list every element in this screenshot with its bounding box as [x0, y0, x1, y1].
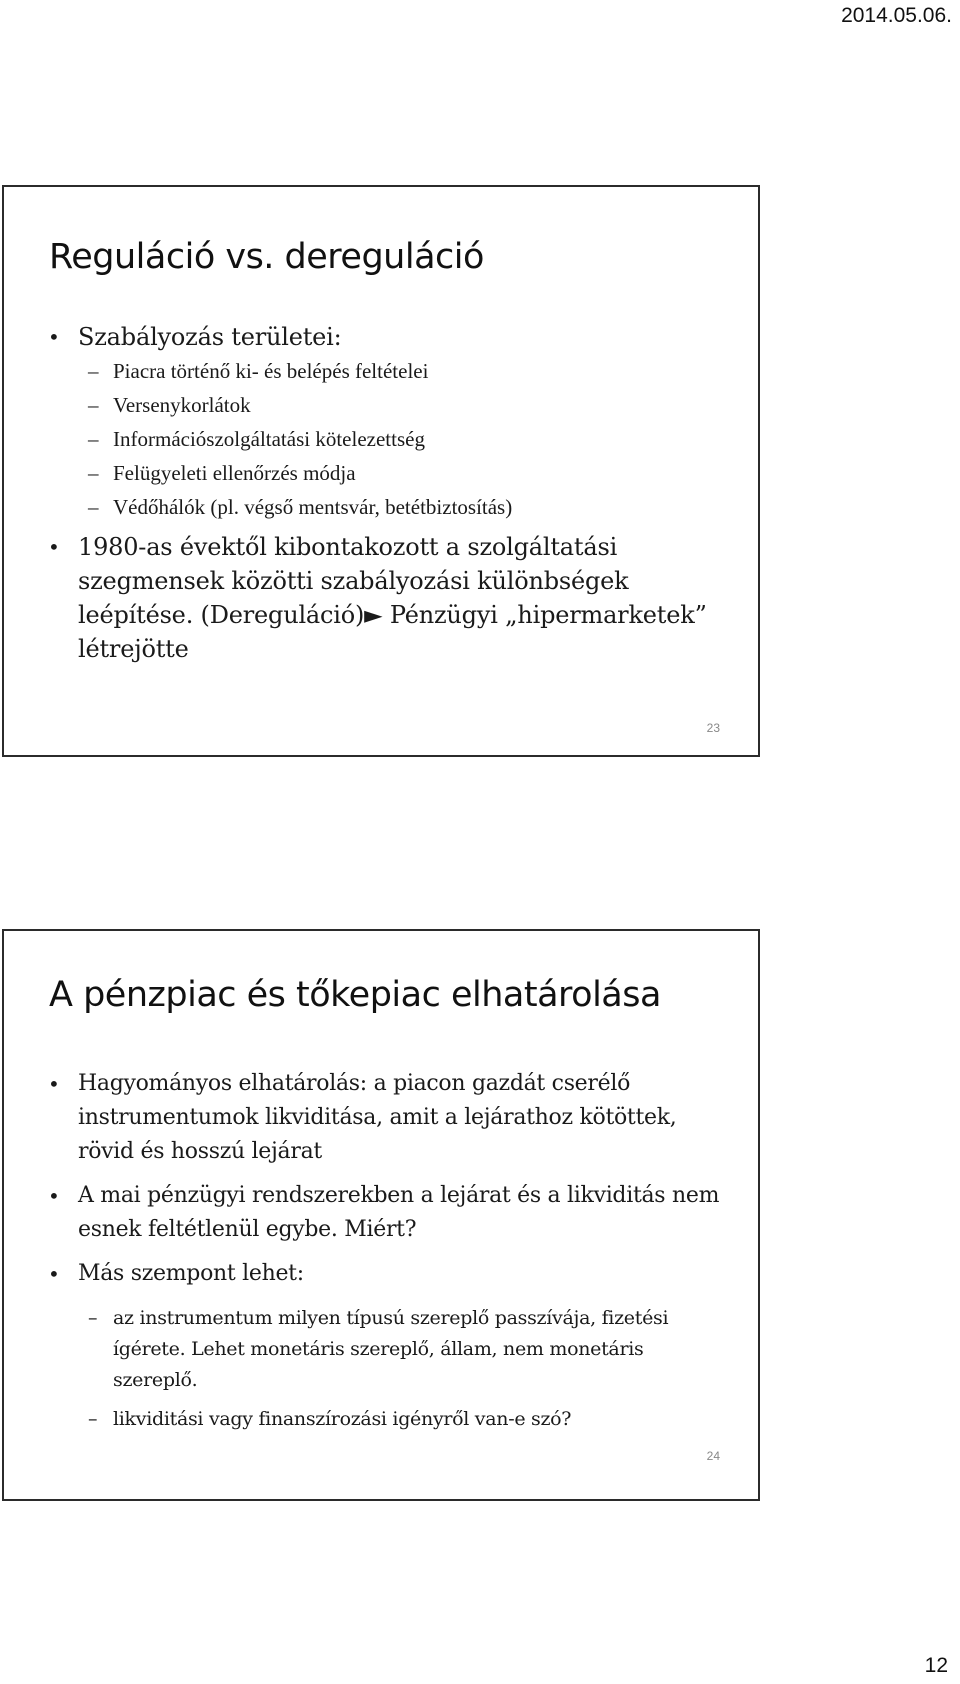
- sub-item: [30, 354, 728, 388]
- bullet-marker: •: [48, 1184, 60, 1208]
- dash-marker: –: [88, 495, 99, 519]
- page-date: 2014.05.06.: [841, 4, 952, 27]
- sub-item: [30, 1404, 728, 1435]
- bullet-item: [30, 530, 728, 666]
- bullet-text: 1980-as évektől kibontakozott a szolgáltatási szegmensek közötti szabályozási különbségek leépítése. (Dereguláció)► Pénzügyi „hipermarketek” létrejötte: [78, 533, 707, 663]
- bullet-list: [30, 1067, 728, 1435]
- sub-item-text: Védőhálók (pl. végső mentsvár, betétbiztosítás): [113, 495, 513, 519]
- sub-item-text: Versenykorlátok: [113, 393, 251, 417]
- bullet-marker: •: [48, 325, 60, 349]
- sub-item: [30, 456, 728, 490]
- sub-item: [30, 490, 728, 524]
- slide-24: [2, 929, 760, 1501]
- dash-marker: –: [88, 393, 99, 417]
- bullet-marker: •: [48, 1262, 60, 1286]
- bullet-marker: •: [48, 535, 60, 559]
- slide-number: 24: [706, 1449, 720, 1463]
- sub-item-text: likviditási vagy finanszírozási igényről van-e szó?: [113, 1408, 572, 1430]
- dash-marker: –: [88, 1408, 98, 1430]
- dash-marker: –: [88, 359, 99, 383]
- sub-item-text: Piacra történő ki- és belépés feltételei: [113, 359, 429, 383]
- sub-item-text: Felügyeleti ellenőrzés módja: [113, 461, 356, 485]
- bullet-text: Más szempont lehet:: [78, 1261, 304, 1286]
- slide-23: [2, 185, 760, 757]
- bullet-item: [30, 1179, 728, 1247]
- dash-marker: –: [88, 1307, 98, 1329]
- bullet-item: [30, 320, 728, 354]
- dash-marker: –: [88, 461, 99, 485]
- sub-item: [30, 1303, 728, 1396]
- sub-item: [30, 388, 728, 422]
- sub-item-text: az instrumentum milyen típusú szereplő passzívája, fizetési ígérete. Lehet monetáris szereplő, állam, nem monetáris szereplő.: [113, 1307, 669, 1391]
- slide-title: Reguláció vs. dereguláció: [49, 237, 484, 277]
- sub-item: [30, 422, 728, 456]
- bullet-list: [30, 320, 728, 666]
- page-number: 12: [924, 1654, 948, 1677]
- bullet-marker: •: [48, 1072, 60, 1096]
- bullet-item: [30, 1067, 728, 1169]
- dash-marker: –: [88, 427, 99, 451]
- bullet-text: A mai pénzügyi rendszerekben a lejárat és a likviditás nem esnek feltétlenül egybe. Miért?: [78, 1183, 720, 1242]
- slide-title: A pénzpiac és tőkepiac elhatárolása: [49, 975, 661, 1015]
- bullet-text: Hagyományos elhatárolás: a piacon gazdát cserélő instrumentumok likviditása, amit a lejárathoz kötöttek, rövid és hosszú lejárat: [78, 1071, 677, 1164]
- bullet-item: [30, 1257, 728, 1291]
- sub-item-text: Információszolgáltatási kötelezettség: [113, 427, 425, 451]
- slide-number: 23: [706, 721, 720, 735]
- bullet-text: Szabályozás területei:: [78, 323, 342, 351]
